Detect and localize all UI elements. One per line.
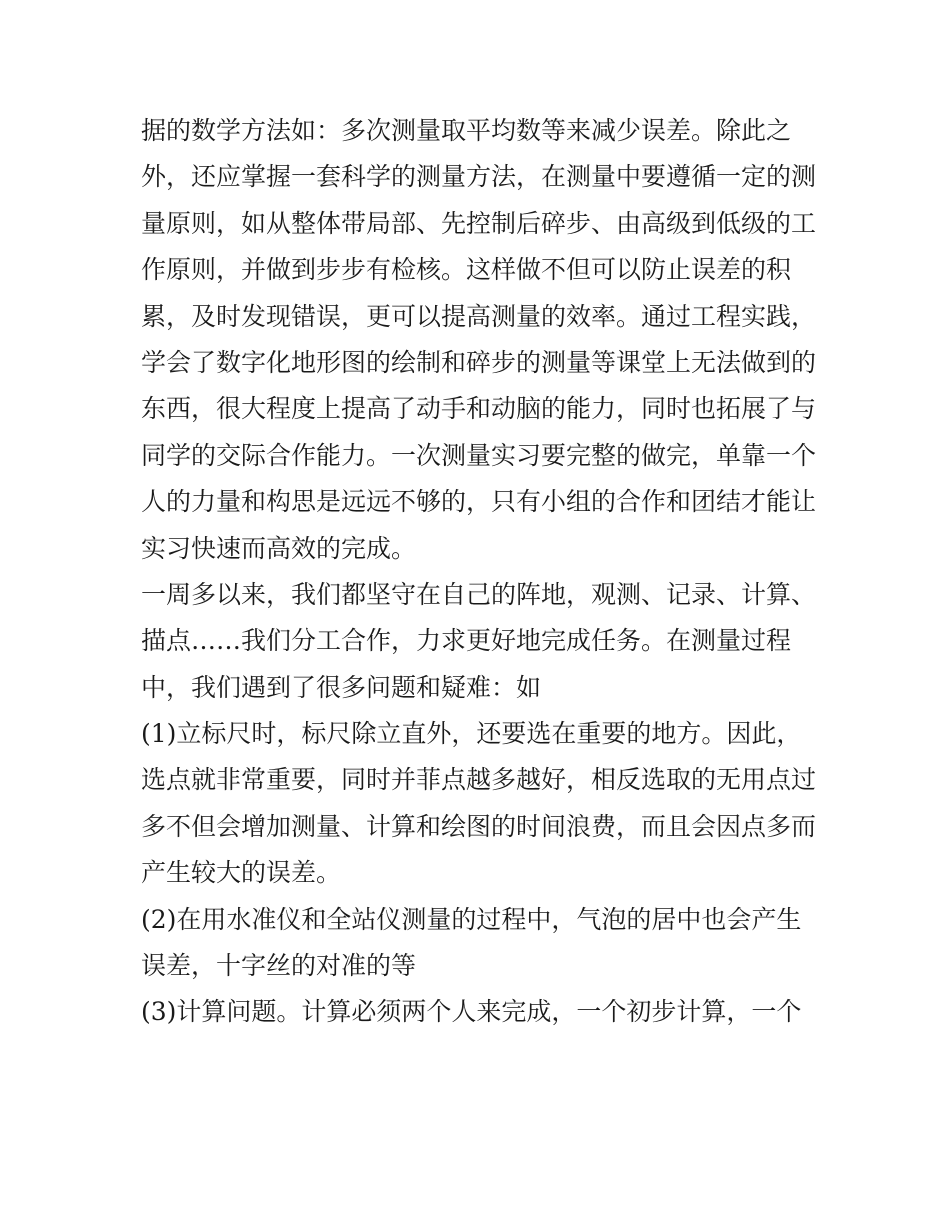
text-line: 累，及时发现错误，更可以提高测量的效率。通过工程实践， [141, 301, 817, 331]
text-line: 同学的交际合作能力。一次测量实习要完整的做完，单靠一个 [141, 440, 817, 470]
text-line: 据的数学方法如：多次测量取平均数等来减少误差。除此之 [141, 116, 792, 145]
body-text [141, 108, 831, 1036]
text-line: 东西，很大程度上提高了动手和动脑的能力，同时也拓展了与 [141, 394, 817, 424]
text-line: 一周多以来，我们都坚守在自己的阵地，观测、记录、计算、 [141, 579, 817, 609]
text-line: 作原则，并做到步步有检核。这样做不但可以防止误差的积 [141, 255, 792, 285]
text-line: (1)立标尺时，标尺除立直外，还要选在重要的地方。因此， [141, 719, 802, 749]
text-line: 描点……我们分工合作，力求更好地完成任务。在测量过程 [141, 626, 792, 656]
text-line: 中，我们遇到了很多问题和疑难：如 [141, 672, 542, 702]
text-line: (2)在用水准仪和全站仪测量的过程中，气泡的居中也会产生 [141, 904, 802, 934]
text-line: 人的力量和构思是远远不够的，只有小组的合作和团结才能让 [141, 487, 817, 517]
text-line: 实习快速而高效的完成。 [141, 533, 417, 563]
text-line: 误差，十字丝的对准的等 [141, 951, 417, 981]
text-line: (3)计算问题。计算必须两个人来完成，一个初步计算，一个 [141, 997, 802, 1027]
text-line: 多不但会增加测量、计算和绘图的时间浪费，而且会因点多而 [141, 811, 817, 841]
text-line: 学会了数字化地形图的绘制和碎步的测量等课堂上无法做到的 [141, 347, 817, 377]
text-line: 外，还应掌握一套科学的测量方法，在测量中要遵循一定的测 [141, 162, 817, 192]
text-line: 产生较大的误差。 [141, 858, 342, 888]
text-line: 量原则，如从整体带局部、先控制后碎步、由高级到低级的工 [141, 208, 817, 238]
text-line: 选点就非常重要，同时并菲点越多越好，相反选取的无用点过 [141, 765, 817, 795]
